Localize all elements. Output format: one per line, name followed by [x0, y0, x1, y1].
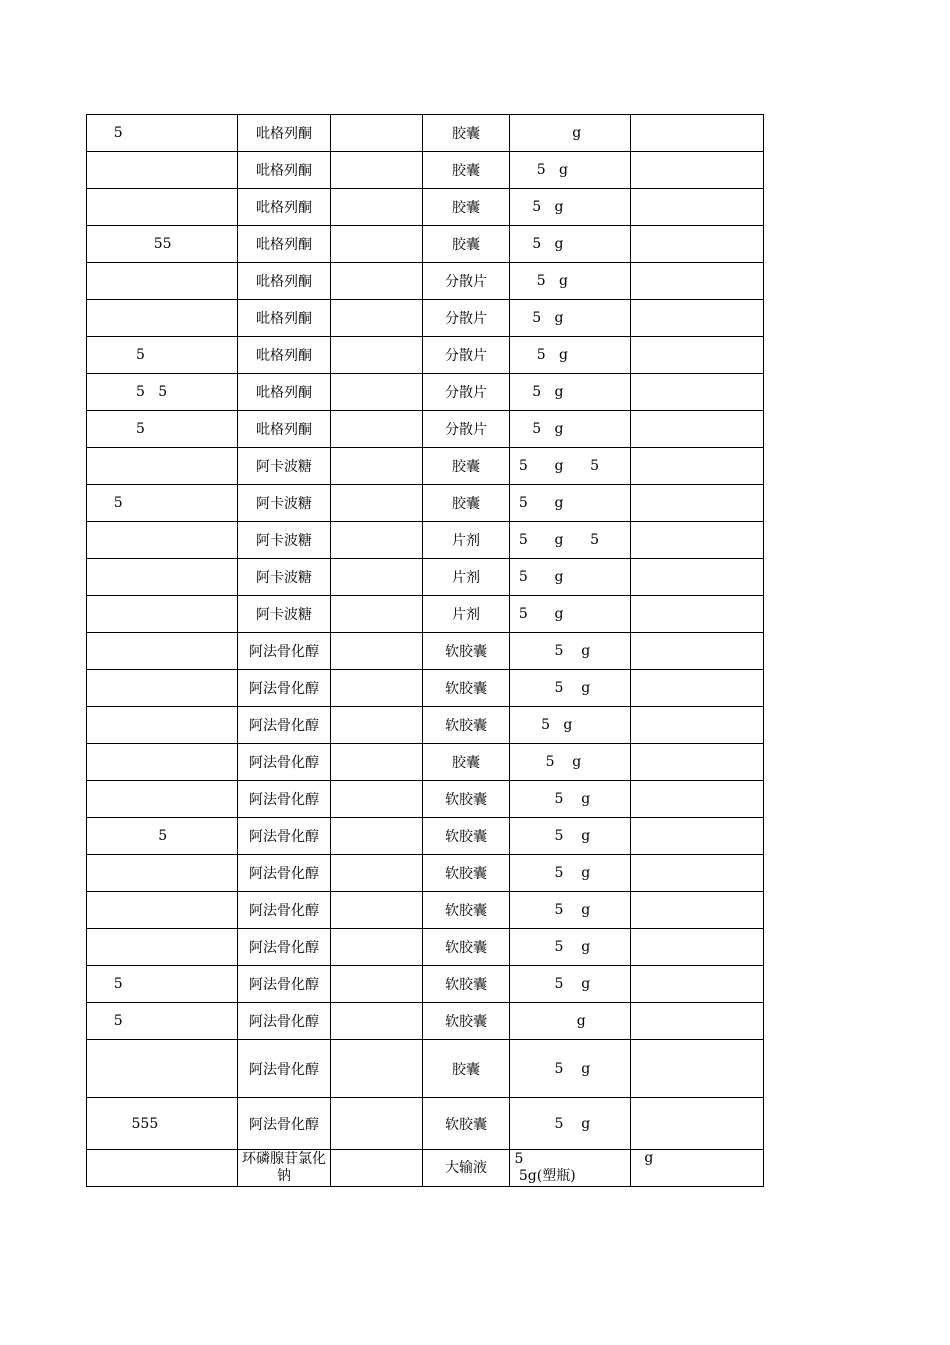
table-row: [87, 300, 764, 337]
cell-drug-name: 阿法骨化醇: [238, 744, 331, 781]
cell-extra: [631, 1040, 764, 1098]
cell-extra: g: [631, 1150, 764, 1187]
cell-dosage-form: 片剂: [423, 596, 510, 633]
cell-extra: [631, 300, 764, 337]
cell-dosage-form: 软胶囊: [423, 633, 510, 670]
cell-blank: [331, 818, 423, 855]
cell-extra: [631, 855, 764, 892]
table-row: [87, 1040, 764, 1098]
cell-blank: [331, 929, 423, 966]
cell-blank: [331, 226, 423, 263]
spec-line-2: 5g(塑瓶): [510, 1168, 576, 1184]
cell-drug-name: 阿法骨化醇: [238, 855, 331, 892]
cell-drug-name: 环磷腺苷氯化钠: [238, 1150, 331, 1187]
cell-drug-name: 阿卡波糖: [238, 559, 331, 596]
cell-dosage-form: 软胶囊: [423, 818, 510, 855]
table-row: [87, 855, 764, 892]
cell-extra: [631, 929, 764, 966]
cell-dosage-form: 胶囊: [423, 226, 510, 263]
cell-extra: [631, 1003, 764, 1040]
table-row: [87, 781, 764, 818]
cell-extra: [631, 818, 764, 855]
table-row: [87, 485, 764, 522]
cell-spec: 5 g: [510, 1098, 631, 1150]
cell-dosage-form: 胶囊: [423, 189, 510, 226]
cell-code: [87, 929, 238, 966]
cell-dosage-form: 软胶囊: [423, 929, 510, 966]
cell-blank: [331, 300, 423, 337]
cell-code: [87, 189, 238, 226]
cell-spec: 5 g: [510, 966, 631, 1003]
cell-blank: [331, 448, 423, 485]
table-row: [87, 818, 764, 855]
cell-extra: [631, 744, 764, 781]
cell-blank: [331, 1040, 423, 1098]
cell-dosage-form: 胶囊: [423, 1040, 510, 1098]
cell-drug-name: 阿法骨化醇: [238, 892, 331, 929]
cell-code: [87, 300, 238, 337]
cell-spec: 5 g: [510, 596, 631, 633]
cell-drug-name: 阿卡波糖: [238, 596, 331, 633]
table-row: [87, 1098, 764, 1150]
cell-dosage-form: 分散片: [423, 337, 510, 374]
cell-blank: [331, 337, 423, 374]
cell-drug-name: 阿法骨化醇: [238, 966, 331, 1003]
cell-drug-name: 阿卡波糖: [238, 448, 331, 485]
table-row: [87, 596, 764, 633]
table-row: [87, 448, 764, 485]
cell-code: [87, 596, 238, 633]
cell-drug-name: 吡格列酮: [238, 189, 331, 226]
cell-blank: [331, 485, 423, 522]
cell-dosage-form: 片剂: [423, 522, 510, 559]
cell-code: [87, 448, 238, 485]
cell-dosage-form: 软胶囊: [423, 707, 510, 744]
cell-code: [87, 855, 238, 892]
cell-drug-name: 吡格列酮: [238, 300, 331, 337]
cell-extra: [631, 337, 764, 374]
cell-spec: 5 g: [510, 1040, 631, 1098]
cell-blank: [331, 1098, 423, 1150]
cell-dosage-form: 胶囊: [423, 485, 510, 522]
cell-dosage-form: 软胶囊: [423, 781, 510, 818]
cell-extra: [631, 115, 764, 152]
cell-blank: [331, 855, 423, 892]
cell-drug-name: 吡格列酮: [238, 411, 331, 448]
cell-drug-name: 阿法骨化醇: [238, 818, 331, 855]
cell-blank: [331, 189, 423, 226]
cell-spec: 5 g: [510, 152, 631, 189]
cell-dosage-form: 软胶囊: [423, 1098, 510, 1150]
cell-spec: 5 g: [510, 707, 631, 744]
cell-dosage-form: 软胶囊: [423, 670, 510, 707]
cell-code: 5 5: [87, 374, 238, 411]
table-row: [87, 226, 764, 263]
cell-blank: [331, 1150, 423, 1187]
cell-drug-name: 吡格列酮: [238, 374, 331, 411]
table-row: [87, 633, 764, 670]
cell-extra: [631, 633, 764, 670]
cell-extra: [631, 485, 764, 522]
table-row: [87, 115, 764, 152]
table-row: [87, 966, 764, 1003]
cell-code: [87, 559, 238, 596]
cell-dosage-form: 软胶囊: [423, 1003, 510, 1040]
cell-spec: 5 g: [510, 374, 631, 411]
cell-dosage-form: 分散片: [423, 374, 510, 411]
cell-blank: [331, 559, 423, 596]
cell-drug-name: 阿法骨化醇: [238, 1040, 331, 1098]
cell-drug-name: 阿法骨化醇: [238, 929, 331, 966]
drug-table-body: [87, 115, 764, 1187]
cell-spec: 5 g 5: [510, 522, 631, 559]
cell-code: 55: [87, 226, 238, 263]
cell-spec: 5 g: [510, 929, 631, 966]
cell-extra: [631, 448, 764, 485]
cell-spec: 5 g: [510, 300, 631, 337]
cell-code: 5: [87, 115, 238, 152]
cell-spec: 5 g 5: [510, 448, 631, 485]
cell-blank: [331, 781, 423, 818]
cell-drug-name: 阿法骨化醇: [238, 633, 331, 670]
cell-spec: 5 g: [510, 818, 631, 855]
cell-spec: 5 g: [510, 670, 631, 707]
cell-spec: g: [510, 115, 631, 152]
cell-code: [87, 633, 238, 670]
cell-extra: [631, 1098, 764, 1150]
cell-code: [87, 152, 238, 189]
cell-spec: [510, 1150, 631, 1187]
cell-drug-name: 吡格列酮: [238, 263, 331, 300]
drug-table: [86, 114, 764, 1187]
cell-extra: [631, 263, 764, 300]
cell-blank: [331, 152, 423, 189]
table-row: [87, 337, 764, 374]
cell-drug-name: 阿法骨化醇: [238, 670, 331, 707]
cell-extra: [631, 189, 764, 226]
cell-dosage-form: 软胶囊: [423, 892, 510, 929]
table-row: [87, 263, 764, 300]
cell-drug-name: 阿法骨化醇: [238, 707, 331, 744]
cell-drug-name: 吡格列酮: [238, 152, 331, 189]
cell-extra: [631, 226, 764, 263]
cell-code: [87, 707, 238, 744]
cell-extra: [631, 966, 764, 1003]
cell-spec: 5 g: [510, 411, 631, 448]
cell-extra: [631, 781, 764, 818]
cell-code: 5: [87, 1003, 238, 1040]
cell-code: [87, 1040, 238, 1098]
cell-dosage-form: 胶囊: [423, 115, 510, 152]
table-row: [87, 670, 764, 707]
table-row: [87, 744, 764, 781]
cell-blank: [331, 374, 423, 411]
cell-dosage-form: 片剂: [423, 559, 510, 596]
cell-spec: 5 g: [510, 337, 631, 374]
cell-drug-name: 阿卡波糖: [238, 522, 331, 559]
cell-drug-name: 阿法骨化醇: [238, 1098, 331, 1150]
table-row: [87, 152, 764, 189]
cell-blank: [331, 522, 423, 559]
table-row: [87, 1150, 764, 1187]
cell-dosage-form: 分散片: [423, 411, 510, 448]
cell-spec: 5 g: [510, 781, 631, 818]
cell-drug-name: 吡格列酮: [238, 337, 331, 374]
cell-extra: [631, 892, 764, 929]
cell-blank: [331, 966, 423, 1003]
cell-blank: [331, 744, 423, 781]
cell-code: 5: [87, 485, 238, 522]
cell-extra: [631, 411, 764, 448]
cell-dosage-form: 胶囊: [423, 448, 510, 485]
cell-spec: 5 g: [510, 485, 631, 522]
cell-blank: [331, 670, 423, 707]
cell-spec: 5 g: [510, 744, 631, 781]
cell-code: [87, 522, 238, 559]
cell-code: 5: [87, 411, 238, 448]
cell-drug-name: 阿法骨化醇: [238, 1003, 331, 1040]
cell-dosage-form: 大输液: [423, 1150, 510, 1187]
cell-drug-name: 吡格列酮: [238, 115, 331, 152]
cell-dosage-form: 分散片: [423, 300, 510, 337]
cell-spec: 5 g: [510, 263, 631, 300]
cell-code: [87, 263, 238, 300]
cell-blank: [331, 892, 423, 929]
cell-spec: g: [510, 1003, 631, 1040]
cell-extra: [631, 522, 764, 559]
table-row: [87, 522, 764, 559]
cell-code: 5: [87, 337, 238, 374]
table-row: [87, 1003, 764, 1040]
cell-spec: 5 g: [510, 189, 631, 226]
cell-blank: [331, 263, 423, 300]
cell-code: 5: [87, 818, 238, 855]
cell-blank: [331, 596, 423, 633]
cell-code: [87, 670, 238, 707]
cell-extra: [631, 596, 764, 633]
cell-spec: 5 g: [510, 892, 631, 929]
cell-code: [87, 1150, 238, 1187]
cell-spec: 5 g: [510, 633, 631, 670]
table-row: [87, 929, 764, 966]
table-row: [87, 559, 764, 596]
cell-extra: [631, 670, 764, 707]
cell-spec: 5 g: [510, 855, 631, 892]
cell-blank: [331, 707, 423, 744]
cell-extra: [631, 559, 764, 596]
cell-code: [87, 744, 238, 781]
cell-dosage-form: 胶囊: [423, 744, 510, 781]
table-row: [87, 707, 764, 744]
table-row: [87, 374, 764, 411]
cell-dosage-form: 软胶囊: [423, 855, 510, 892]
cell-blank: [331, 411, 423, 448]
spec-line-1: 5: [510, 1151, 524, 1167]
cell-blank: [331, 633, 423, 670]
table-row: [87, 189, 764, 226]
table-row: [87, 411, 764, 448]
table-row: [87, 892, 764, 929]
cell-code: 5: [87, 966, 238, 1003]
cell-code: 555: [87, 1098, 238, 1150]
cell-spec: 5 g: [510, 226, 631, 263]
cell-drug-name: 吡格列酮: [238, 226, 331, 263]
cell-dosage-form: 胶囊: [423, 152, 510, 189]
cell-extra: [631, 707, 764, 744]
cell-code: [87, 781, 238, 818]
cell-blank: [331, 1003, 423, 1040]
cell-extra: [631, 152, 764, 189]
cell-drug-name: 阿卡波糖: [238, 485, 331, 522]
cell-drug-name: 阿法骨化醇: [238, 781, 331, 818]
cell-spec: 5 g: [510, 559, 631, 596]
cell-dosage-form: 软胶囊: [423, 966, 510, 1003]
cell-code: [87, 892, 238, 929]
cell-blank: [331, 115, 423, 152]
cell-extra: [631, 374, 764, 411]
cell-dosage-form: 分散片: [423, 263, 510, 300]
